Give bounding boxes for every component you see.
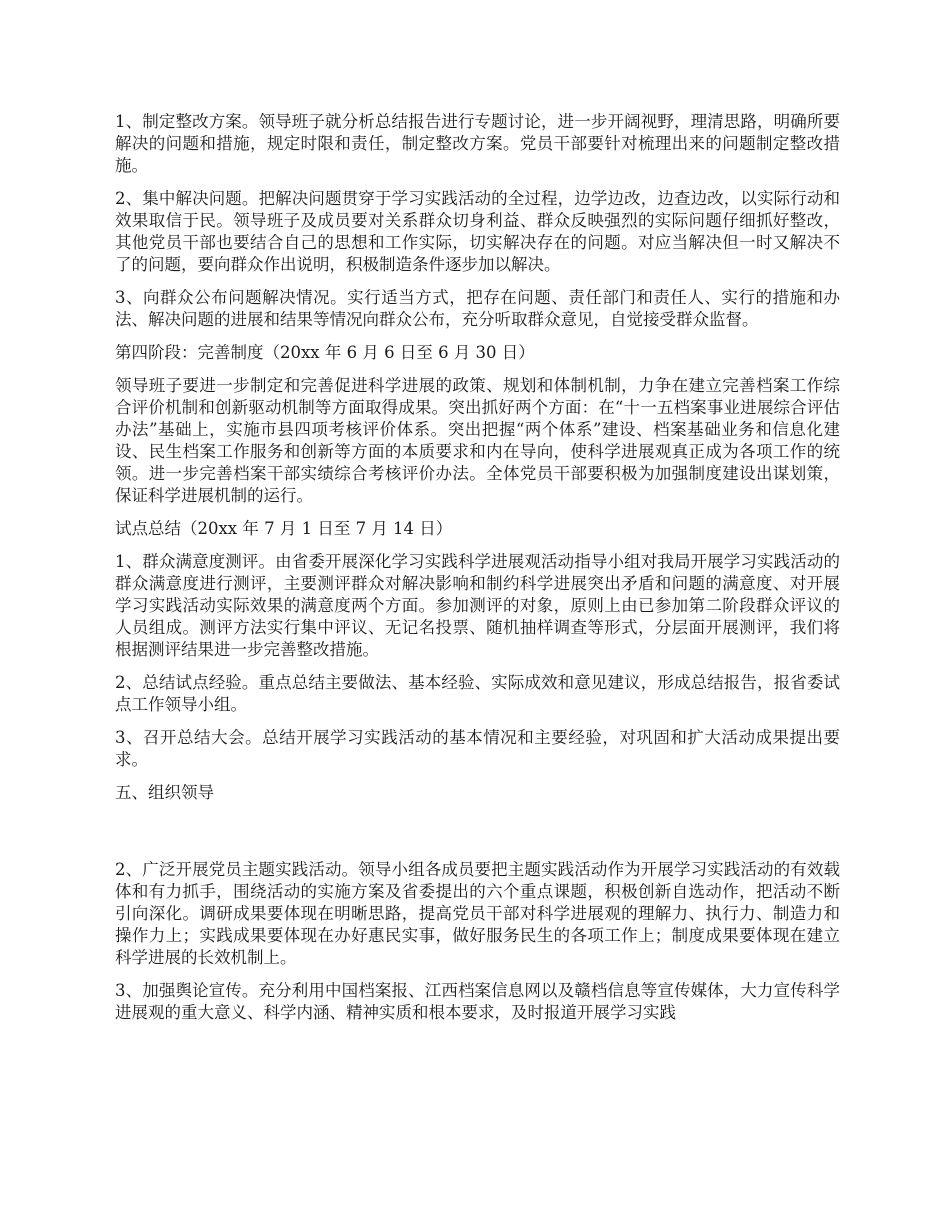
paragraph-summarize-experience: 2、总结试点经验。重点总结主要做法、基本经验、实际成效和意见建议，形成总结报告，报省委试点工作领导小组。 — [115, 673, 840, 714]
section-heading-stage-four: 第四阶段：完善制度（20xx 年 6 月 6 日至 6 月 30 日） — [115, 343, 535, 362]
paragraph-satisfaction-survey: 1、群众满意度测评。由省委开展深化学习实践科学进展观活动指导小组对我局开展学习实践活动的群众满意度进行测评，主要测评群众对解决影响和制约科学进展突出矛盾和问题的满意度、对开展学习实践活动实际效果的满意度两个方面。参加测评的对象，原则上由已参加第二阶段群众评议的人员组成。测评方法实行集中评议、无记名投票、随机抽样调查等形式，分层面开展测评，我们将根据测评结果进一步完善整改措施。 — [115, 552, 840, 659]
paragraph-publish-results: 3、向群众公布问题解决情况。实行适当方式，把存在问题、责任部门和责任人、实行的措施和办法、解决问题的进展和结果等情况向群众公布，充分听取群众意见，自觉接受群众监督。 — [115, 288, 840, 329]
section-heading-organization: 五、组织领导 — [115, 783, 214, 802]
paragraph-improve-system: 领导班子要进一步制定和完善促进科学进展的政策、规划和体制机制，力争在建立完善档案工作综合评价机制和创新驱动机制等方面取得成果。突出抓好两个方面：在“十一五档案事业进展综合评估办法”基础上，实施市县四项考核评价体系。突出把握“两个体系”建设、档案基础业务和信息化建设、民生档案工作服务和创新等方面的本质要求和内在导向，使科学进展观真正成为各项工作的统领。进一步完善档案干部实绩综合考核评价办法。全体党员干部要积极为加强制度建设出谋划策，保证科学进展机制的运行。 — [115, 376, 840, 505]
paragraph-theme-practice: 2、广泛开展党员主题实践活动。领导小组各成员要把主题实践活动作为开展学习实践活动的有效载体和有力抓手，围绕活动的实施方案及省委提出的六个重点课题，积极创新自选动作，把活动不断引向深化。调研成果要体现在明晰思路，提高党员干部对科学进展观的理解力、执行力、制造力和操作力上；实践成果要体现在办好惠民实事，做好服务民生的各项工作上；制度成果要体现在建立科学进展的长效机制上。 — [115, 860, 840, 967]
document-body — [115, 111, 840, 1035]
paragraph-publicity: 3、加强舆论宣传。充分利用中国档案报、江西档案信息网以及赣档信息等宣传媒体，大力宣传科学进展观的重大意义、科学内涵、精神实质和根本要求，及时报道开展学习实践 — [115, 981, 840, 1022]
paragraph-summary-meeting: 3、召开总结大会。总结开展学习实践活动的基本情况和主要经验，对巩固和扩大活动成果提出要求。 — [115, 728, 840, 769]
section-heading-pilot-summary: 试点总结（20xx 年 7 月 1 日至 7 月 14 日） — [115, 519, 453, 538]
paragraph-solve-problems: 2、集中解决问题。把解决问题贯穿于学习实践活动的全过程，边学边改，边查边改，以实际行动和效果取信于民。领导班子及成员要对关系群众切身利益、群众反映强烈的实际问题仔细抓好整改，其他党员干部也要结合自己的思想和工作实际，切实解决存在的问题。对应当解决但一时又解决不了的问题，要向群众作出说明，积极制造条件逐步加以解决。 — [115, 189, 840, 274]
blank-gap — [115, 815, 840, 859]
paragraph-rectification-plan: 1、制定整改方案。领导班子就分析总结报告进行专题讨论，进一步开阔视野，理清思路，明确所要解决的问题和措施，规定时限和责任，制定整改方案。党员干部要针对梳理出来的问题制定整改措施。 — [115, 112, 840, 175]
